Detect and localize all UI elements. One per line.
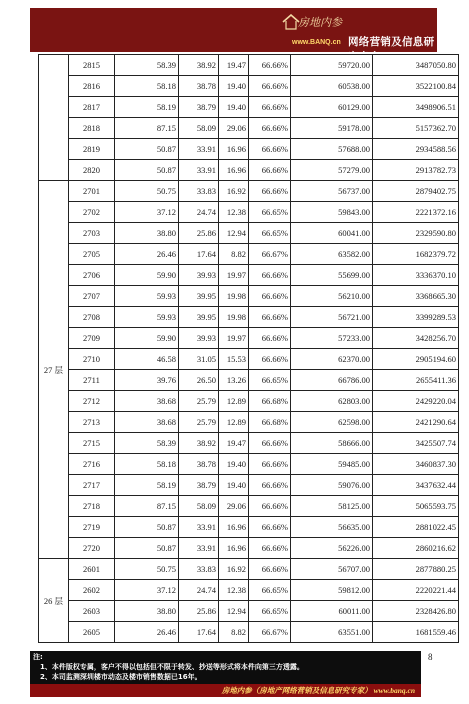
table-row bbox=[39, 181, 459, 202]
area-value: 19.40 bbox=[219, 475, 249, 496]
unit-price: 62803.00 bbox=[291, 391, 373, 412]
area-value: 19.97 bbox=[219, 328, 249, 349]
note-title: 注: bbox=[33, 653, 43, 661]
area-value: 50.75 bbox=[115, 181, 179, 202]
ratio-value: 66.66% bbox=[249, 454, 291, 475]
table-row bbox=[39, 139, 459, 160]
ratio-value: 66.65% bbox=[249, 202, 291, 223]
unit-number: 2711 bbox=[69, 370, 115, 391]
area-value: 12.89 bbox=[219, 412, 249, 433]
unit-price: 57233.00 bbox=[291, 328, 373, 349]
area-value: 19.47 bbox=[219, 433, 249, 454]
note-line-1: 1、本件版权专属，客户不得以包括但不限于转发、抄送等形式将本件向第三方透露。 bbox=[40, 663, 304, 671]
table-row bbox=[39, 496, 459, 517]
ratio-value: 66.65% bbox=[249, 580, 291, 601]
area-value: 33.83 bbox=[179, 181, 219, 202]
logo-url: www.BANQ.cn bbox=[292, 39, 341, 46]
total-price: 1681559.46 bbox=[373, 622, 459, 643]
ratio-value: 66.66% bbox=[249, 349, 291, 370]
unit-number: 2710 bbox=[69, 349, 115, 370]
unit-price: 55699.00 bbox=[291, 265, 373, 286]
area-value: 12.94 bbox=[219, 601, 249, 622]
area-value: 87.15 bbox=[115, 118, 179, 139]
unit-price: 60041.00 bbox=[291, 223, 373, 244]
total-price: 2328426.80 bbox=[373, 601, 459, 622]
area-value: 59.93 bbox=[115, 286, 179, 307]
logo-script-text: 房地内参 bbox=[298, 17, 342, 29]
table-row bbox=[39, 622, 459, 643]
total-price: 3425507.74 bbox=[373, 433, 459, 454]
unit-number: 2706 bbox=[69, 265, 115, 286]
total-price: 2934588.56 bbox=[373, 139, 459, 160]
ratio-value: 66.66% bbox=[249, 496, 291, 517]
area-value: 29.06 bbox=[219, 118, 249, 139]
unit-price: 59812.00 bbox=[291, 580, 373, 601]
ratio-value: 66.66% bbox=[249, 433, 291, 454]
ratio-value: 66.66% bbox=[249, 559, 291, 580]
area-value: 19.98 bbox=[219, 286, 249, 307]
unit-number: 2820 bbox=[69, 160, 115, 181]
ratio-value: 66.66% bbox=[249, 265, 291, 286]
area-value: 58.19 bbox=[115, 97, 179, 118]
area-value: 37.12 bbox=[115, 580, 179, 601]
area-value: 38.68 bbox=[115, 391, 179, 412]
unit-number: 2603 bbox=[69, 601, 115, 622]
area-value: 38.79 bbox=[179, 97, 219, 118]
area-value: 17.64 bbox=[179, 244, 219, 265]
area-value: 39.95 bbox=[179, 286, 219, 307]
total-price: 2421290.64 bbox=[373, 412, 459, 433]
total-price: 2220221.44 bbox=[373, 580, 459, 601]
total-price: 2429220.04 bbox=[373, 391, 459, 412]
area-value: 58.18 bbox=[115, 454, 179, 475]
ratio-value: 66.67% bbox=[249, 622, 291, 643]
unit-price: 58666.00 bbox=[291, 433, 373, 454]
unit-number: 2817 bbox=[69, 97, 115, 118]
unit-price: 59843.00 bbox=[291, 202, 373, 223]
area-value: 58.09 bbox=[179, 496, 219, 517]
table-row bbox=[39, 538, 459, 559]
total-price: 3428256.70 bbox=[373, 328, 459, 349]
unit-number: 2708 bbox=[69, 307, 115, 328]
area-value: 59.90 bbox=[115, 265, 179, 286]
unit-price: 56635.00 bbox=[291, 517, 373, 538]
area-value: 26.46 bbox=[115, 622, 179, 643]
ratio-value: 66.66% bbox=[249, 307, 291, 328]
area-value: 33.91 bbox=[179, 160, 219, 181]
table-row bbox=[39, 160, 459, 181]
ratio-value: 66.66% bbox=[249, 286, 291, 307]
area-value: 33.91 bbox=[179, 517, 219, 538]
area-value: 38.79 bbox=[179, 475, 219, 496]
table-row bbox=[39, 202, 459, 223]
area-value: 12.94 bbox=[219, 223, 249, 244]
area-value: 24.74 bbox=[179, 580, 219, 601]
unit-price: 57688.00 bbox=[291, 139, 373, 160]
unit-number: 2602 bbox=[69, 580, 115, 601]
area-value: 50.75 bbox=[115, 559, 179, 580]
table-row bbox=[39, 433, 459, 454]
table-row bbox=[39, 97, 459, 118]
total-price: 5065593.75 bbox=[373, 496, 459, 517]
table-row bbox=[39, 454, 459, 475]
unit-price: 57279.00 bbox=[291, 160, 373, 181]
total-price: 2881022.45 bbox=[373, 517, 459, 538]
area-value: 19.98 bbox=[219, 307, 249, 328]
area-value: 16.96 bbox=[219, 139, 249, 160]
total-price: 3399289.53 bbox=[373, 307, 459, 328]
table-row bbox=[39, 76, 459, 97]
area-value: 26.50 bbox=[179, 370, 219, 391]
area-value: 25.86 bbox=[179, 601, 219, 622]
total-price: 2329590.80 bbox=[373, 223, 459, 244]
header-slogan: 网络营销及信息研究专家 bbox=[348, 36, 435, 63]
ratio-value: 66.66% bbox=[249, 328, 291, 349]
unit-price-table bbox=[38, 54, 459, 643]
area-value: 50.87 bbox=[115, 139, 179, 160]
ratio-value: 66.66% bbox=[249, 475, 291, 496]
note-line-2: 2、本司监测深圳楼市动态及楼市销售数据已16年。 bbox=[40, 673, 202, 681]
area-value: 39.76 bbox=[115, 370, 179, 391]
area-value: 38.78 bbox=[179, 76, 219, 97]
area-value: 13.26 bbox=[219, 370, 249, 391]
total-price: 3336370.10 bbox=[373, 265, 459, 286]
area-value: 38.92 bbox=[179, 55, 219, 76]
area-value: 25.79 bbox=[179, 391, 219, 412]
unit-number: 2709 bbox=[69, 328, 115, 349]
unit-price: 66786.00 bbox=[291, 370, 373, 391]
unit-number: 2815 bbox=[69, 55, 115, 76]
unit-price: 62370.00 bbox=[291, 349, 373, 370]
area-value: 50.87 bbox=[115, 517, 179, 538]
area-value: 46.58 bbox=[115, 349, 179, 370]
area-value: 31.05 bbox=[179, 349, 219, 370]
ratio-value: 66.66% bbox=[249, 97, 291, 118]
unit-number: 2712 bbox=[69, 391, 115, 412]
area-value: 25.86 bbox=[179, 223, 219, 244]
unit-price: 62598.00 bbox=[291, 412, 373, 433]
unit-number: 2703 bbox=[69, 223, 115, 244]
footer-brand-bar bbox=[30, 684, 421, 697]
area-value: 58.18 bbox=[115, 76, 179, 97]
ratio-value: 66.66% bbox=[249, 538, 291, 559]
table-row bbox=[39, 391, 459, 412]
area-value: 16.96 bbox=[219, 160, 249, 181]
ratio-value: 66.66% bbox=[249, 118, 291, 139]
unit-number: 2718 bbox=[69, 496, 115, 517]
area-value: 38.80 bbox=[115, 223, 179, 244]
unit-number: 2707 bbox=[69, 286, 115, 307]
total-price: 2877880.25 bbox=[373, 559, 459, 580]
unit-price: 60011.00 bbox=[291, 601, 373, 622]
total-price: 3460837.30 bbox=[373, 454, 459, 475]
unit-price: 60129.00 bbox=[291, 97, 373, 118]
area-value: 33.91 bbox=[179, 139, 219, 160]
area-value: 58.19 bbox=[115, 475, 179, 496]
table-row bbox=[39, 223, 459, 244]
table-row bbox=[39, 55, 459, 76]
total-price: 3487050.80 bbox=[373, 55, 459, 76]
ratio-value: 66.65% bbox=[249, 223, 291, 244]
total-price: 2860216.62 bbox=[373, 538, 459, 559]
unit-number: 2717 bbox=[69, 475, 115, 496]
area-value: 39.95 bbox=[179, 307, 219, 328]
unit-number: 2713 bbox=[69, 412, 115, 433]
ratio-value: 66.66% bbox=[249, 517, 291, 538]
unit-price: 63582.00 bbox=[291, 244, 373, 265]
area-value: 19.40 bbox=[219, 454, 249, 475]
total-price: 2879402.75 bbox=[373, 181, 459, 202]
unit-price: 56226.00 bbox=[291, 538, 373, 559]
table-row bbox=[39, 118, 459, 139]
total-price: 1682379.72 bbox=[373, 244, 459, 265]
unit-price: 59076.00 bbox=[291, 475, 373, 496]
unit-number: 2715 bbox=[69, 433, 115, 454]
table-row bbox=[39, 328, 459, 349]
table-row bbox=[39, 412, 459, 433]
area-value: 87.15 bbox=[115, 496, 179, 517]
area-value: 38.80 bbox=[115, 601, 179, 622]
area-value: 12.38 bbox=[219, 580, 249, 601]
total-price: 3437632.44 bbox=[373, 475, 459, 496]
area-value: 38.92 bbox=[179, 433, 219, 454]
area-value: 16.96 bbox=[219, 538, 249, 559]
area-value: 38.68 bbox=[115, 412, 179, 433]
area-value: 15.53 bbox=[219, 349, 249, 370]
unit-price: 59720.00 bbox=[291, 55, 373, 76]
table-row bbox=[39, 475, 459, 496]
area-value: 16.92 bbox=[219, 181, 249, 202]
area-value: 12.89 bbox=[219, 391, 249, 412]
unit-price: 56721.00 bbox=[291, 307, 373, 328]
footer-note bbox=[30, 651, 421, 684]
table-row bbox=[39, 370, 459, 391]
floor-label: 27 层 bbox=[39, 181, 69, 559]
table-row bbox=[39, 349, 459, 370]
total-price: 2913782.73 bbox=[373, 160, 459, 181]
unit-price: 59485.00 bbox=[291, 454, 373, 475]
unit-price: 56210.00 bbox=[291, 286, 373, 307]
table-row bbox=[39, 580, 459, 601]
table-row bbox=[39, 265, 459, 286]
area-value: 58.09 bbox=[179, 118, 219, 139]
area-value: 8.82 bbox=[219, 244, 249, 265]
area-value: 19.40 bbox=[219, 97, 249, 118]
total-price: 2655411.36 bbox=[373, 370, 459, 391]
table-row bbox=[39, 517, 459, 538]
area-value: 29.06 bbox=[219, 496, 249, 517]
total-price: 3522100.84 bbox=[373, 76, 459, 97]
ratio-value: 66.67% bbox=[249, 244, 291, 265]
area-value: 59.93 bbox=[115, 307, 179, 328]
ratio-value: 66.66% bbox=[249, 181, 291, 202]
table-row bbox=[39, 244, 459, 265]
footer-brand-text: 房地内参（房地产网络营销及信息研究专家） www.banq.cn bbox=[221, 686, 415, 695]
floor-label: 26 层 bbox=[39, 559, 69, 643]
area-value: 17.64 bbox=[179, 622, 219, 643]
table-row bbox=[39, 307, 459, 328]
area-value: 39.93 bbox=[179, 265, 219, 286]
unit-number: 2720 bbox=[69, 538, 115, 559]
area-value: 25.79 bbox=[179, 412, 219, 433]
unit-number: 2816 bbox=[69, 76, 115, 97]
area-value: 33.83 bbox=[179, 559, 219, 580]
total-price: 5157362.70 bbox=[373, 118, 459, 139]
page-number: 8 bbox=[428, 652, 433, 662]
unit-price: 56737.00 bbox=[291, 181, 373, 202]
area-value: 8.82 bbox=[219, 622, 249, 643]
area-value: 50.87 bbox=[115, 160, 179, 181]
unit-price: 59178.00 bbox=[291, 118, 373, 139]
area-value: 59.90 bbox=[115, 328, 179, 349]
unit-number: 2601 bbox=[69, 559, 115, 580]
unit-price: 60538.00 bbox=[291, 76, 373, 97]
total-price: 3368665.30 bbox=[373, 286, 459, 307]
unit-number: 2819 bbox=[69, 139, 115, 160]
ratio-value: 66.66% bbox=[249, 139, 291, 160]
area-value: 16.96 bbox=[219, 517, 249, 538]
ratio-value: 66.66% bbox=[249, 160, 291, 181]
unit-price: 58125.00 bbox=[291, 496, 373, 517]
ratio-value: 66.68% bbox=[249, 391, 291, 412]
unit-number: 2705 bbox=[69, 244, 115, 265]
area-value: 37.12 bbox=[115, 202, 179, 223]
area-value: 58.39 bbox=[115, 55, 179, 76]
area-value: 26.46 bbox=[115, 244, 179, 265]
header-banner bbox=[30, 8, 437, 63]
area-value: 38.78 bbox=[179, 454, 219, 475]
area-value: 50.87 bbox=[115, 538, 179, 559]
area-value: 19.40 bbox=[219, 76, 249, 97]
total-price: 2905194.60 bbox=[373, 349, 459, 370]
unit-number: 2719 bbox=[69, 517, 115, 538]
ratio-value: 66.66% bbox=[249, 76, 291, 97]
ratio-value: 66.66% bbox=[249, 55, 291, 76]
unit-price: 63551.00 bbox=[291, 622, 373, 643]
table-row bbox=[39, 601, 459, 622]
unit-price: 56707.00 bbox=[291, 559, 373, 580]
ratio-value: 66.65% bbox=[249, 601, 291, 622]
area-value: 16.92 bbox=[219, 559, 249, 580]
total-price: 2221372.16 bbox=[373, 202, 459, 223]
ratio-value: 66.65% bbox=[249, 370, 291, 391]
area-value: 19.97 bbox=[219, 265, 249, 286]
ratio-value: 66.68% bbox=[249, 412, 291, 433]
unit-number: 2702 bbox=[69, 202, 115, 223]
unit-number: 2605 bbox=[69, 622, 115, 643]
table-row bbox=[39, 286, 459, 307]
floor-label bbox=[39, 55, 69, 181]
area-value: 39.93 bbox=[179, 328, 219, 349]
table-row bbox=[39, 559, 459, 580]
unit-number: 2701 bbox=[69, 181, 115, 202]
area-value: 19.47 bbox=[219, 55, 249, 76]
area-value: 33.91 bbox=[179, 538, 219, 559]
unit-number: 2716 bbox=[69, 454, 115, 475]
area-value: 24.74 bbox=[179, 202, 219, 223]
area-value: 12.38 bbox=[219, 202, 249, 223]
unit-number: 2818 bbox=[69, 118, 115, 139]
total-price: 3498906.51 bbox=[373, 97, 459, 118]
area-value: 58.39 bbox=[115, 433, 179, 454]
